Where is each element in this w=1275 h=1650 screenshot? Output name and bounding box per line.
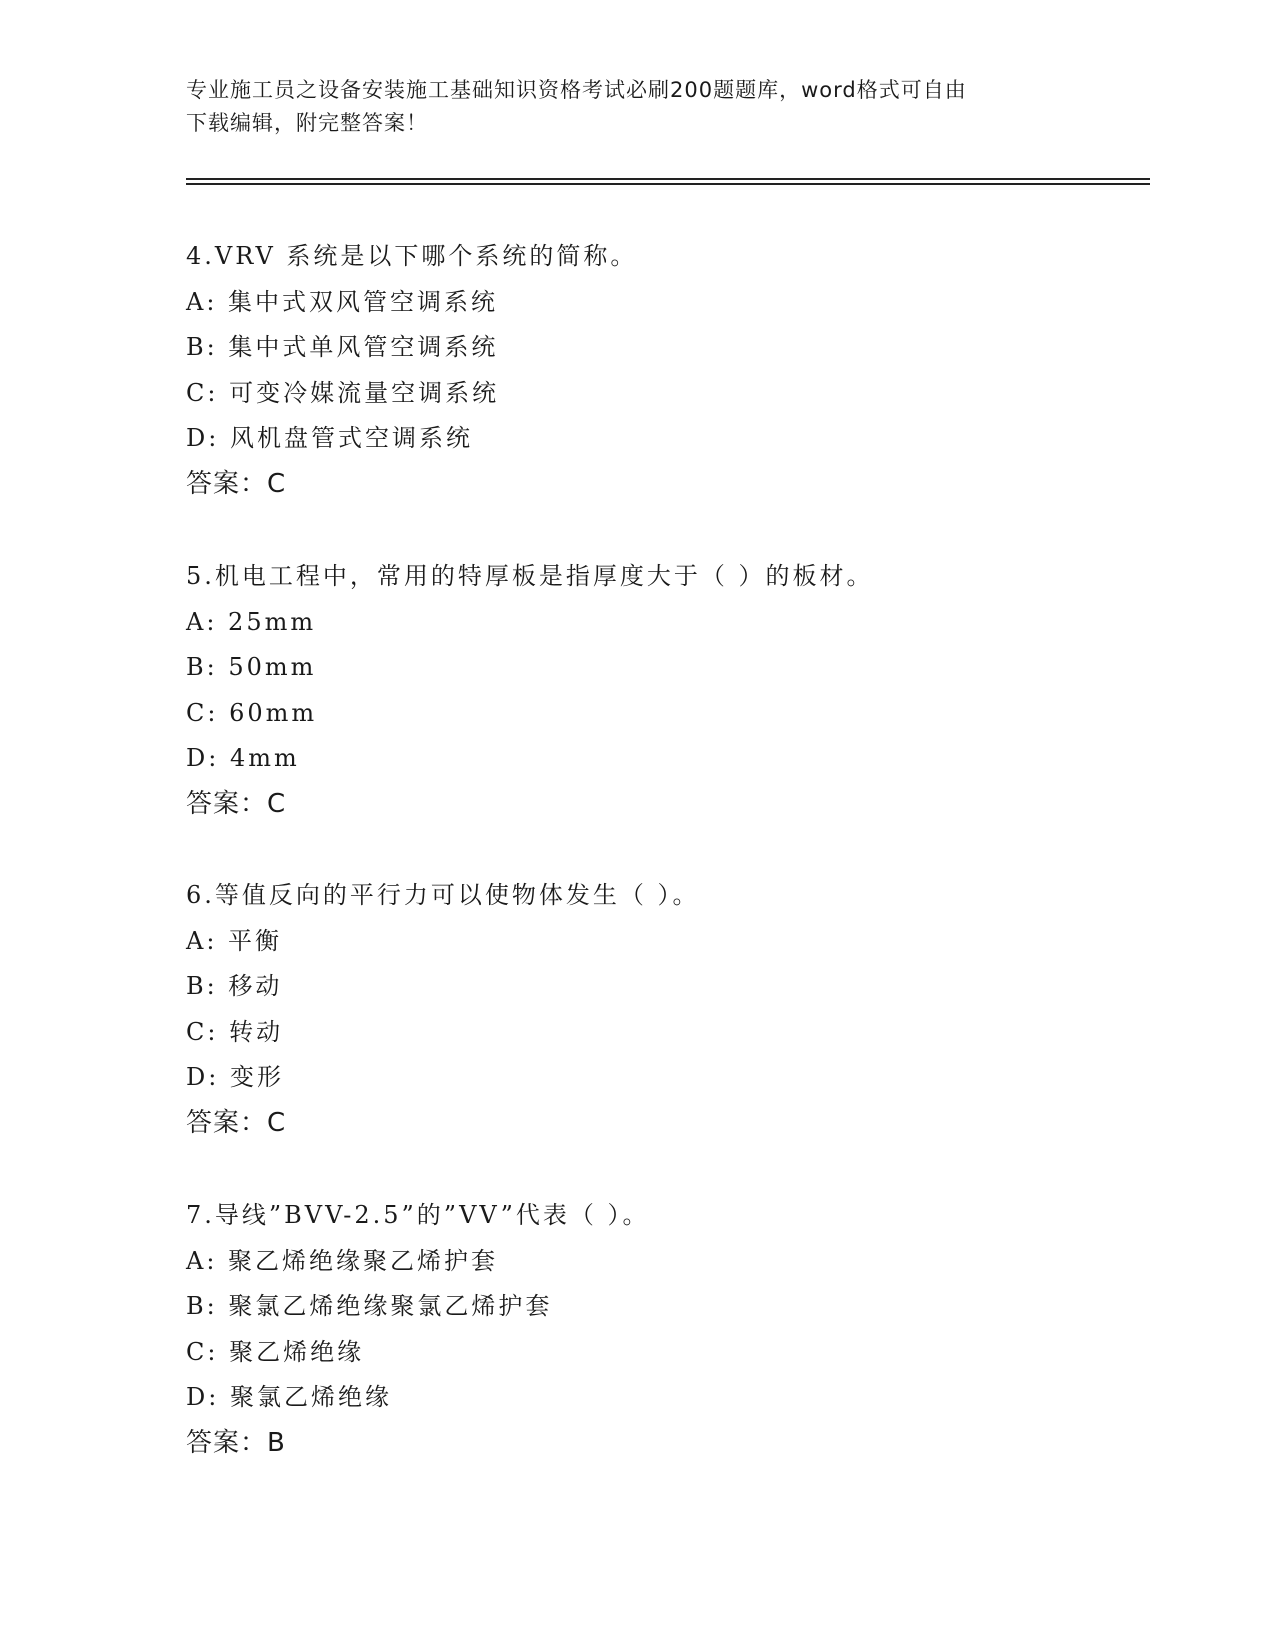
option-a: A: 25mm — [186, 607, 317, 636]
header-line-2: 下载编辑，附完整答案！ — [186, 111, 428, 135]
question-title: 6.等值反向的平行力可以使物体发生（ ）。 — [186, 881, 700, 909]
option-b: B: 50mm — [186, 653, 317, 681]
option-d: D: 变形 — [186, 1063, 284, 1091]
question-7 — [186, 1193, 1146, 1466]
option-b: B: 聚氯乙烯绝缘聚氯乙烯护套 — [186, 1292, 553, 1320]
question-6 — [186, 873, 1146, 1146]
question-title: 5.机电工程中，常用的特厚板是指厚度大于（ ）的板材。 — [186, 562, 874, 590]
option-c: C: 聚乙烯绝缘 — [186, 1337, 365, 1366]
option-c: C: 60mm — [186, 698, 318, 727]
question-5 — [186, 554, 1146, 827]
option-d: D: 风机盘管式空调系统 — [186, 424, 473, 452]
option-d: D: 4mm — [186, 744, 300, 772]
document-header — [186, 74, 1086, 140]
question-4 — [186, 234, 1146, 507]
answer: 答案：B — [186, 1427, 286, 1458]
option-c: C: 可变冷媒流量空调系统 — [186, 378, 500, 407]
option-c: C: 转动 — [186, 1017, 284, 1046]
question-title: 4.VRV 系统是以下哪个系统的简称。 — [186, 242, 638, 270]
option-b: B: 集中式单风管空调系统 — [186, 333, 499, 361]
option-d: D: 聚氯乙烯绝缘 — [186, 1383, 392, 1411]
option-a: A: 平衡 — [186, 926, 283, 955]
question-title: 7.导线”BVV-2.5”的”VV”代表（ ）。 — [186, 1201, 650, 1229]
header-divider-bottom — [186, 183, 1150, 185]
option-b: B: 移动 — [186, 972, 283, 1000]
option-a: A: 集中式双风管空调系统 — [186, 287, 499, 316]
header-line-1: 专业施工员之设备安装施工基础知识资格考试必刷200题题库，word格式可自由 — [186, 78, 967, 102]
answer: 答案：C — [186, 468, 287, 499]
answer: 答案：C — [186, 1107, 287, 1138]
option-a: A: 聚乙烯绝缘聚乙烯护套 — [186, 1246, 499, 1275]
header-divider-top — [186, 178, 1150, 180]
answer: 答案：C — [186, 788, 287, 819]
